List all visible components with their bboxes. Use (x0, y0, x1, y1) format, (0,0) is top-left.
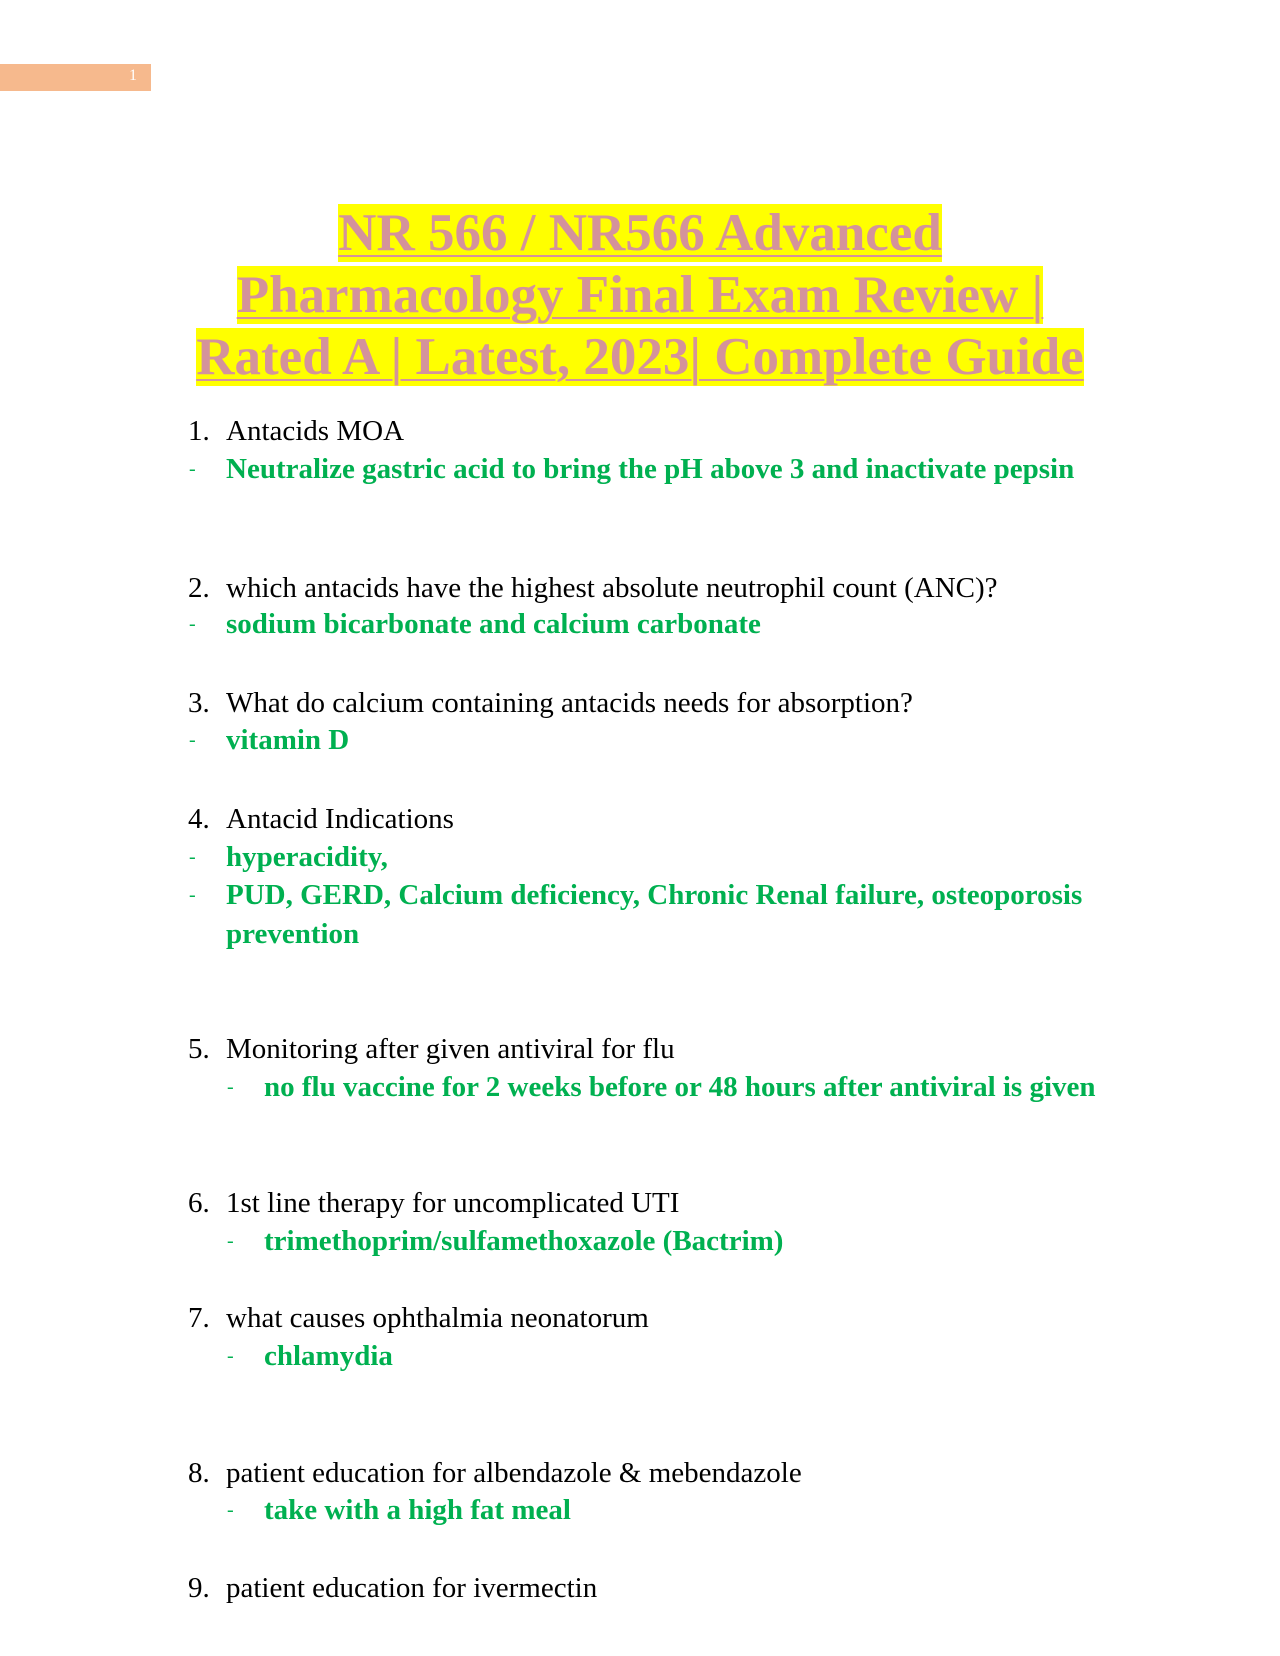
answer-text: Neutralize gastric acid to bring the pH above 3 and inactivate pepsin (226, 453, 1075, 485)
page-number-tab (0, 64, 151, 91)
question-7 (188, 1301, 649, 1335)
dash-bullet: - (189, 729, 196, 751)
dash-bullet: - (189, 884, 196, 906)
dash-bullet: - (227, 1230, 234, 1252)
answer-7-1 (227, 1337, 1144, 1376)
question-6 (188, 1186, 679, 1220)
question-text: what causes ophthalmia neonatorum (226, 1302, 649, 1334)
answer-text: vitamin D (226, 724, 350, 756)
question-2 (188, 571, 998, 605)
question-text: Monitoring after given antiviral for flu (226, 1033, 675, 1065)
question-text: Antacid Indications (226, 803, 454, 835)
dash-bullet: - (227, 1499, 234, 1521)
dash-bullet: - (189, 458, 196, 480)
title-line-1: NR 566 / NR566 Advanced (338, 204, 942, 262)
question-number: 8. (188, 1457, 210, 1489)
answer-text: no flu vaccine for 2 weeks before or 48 hours after antiviral is given (264, 1071, 1096, 1103)
dash-bullet: - (227, 1345, 234, 1367)
answer-4-1 (189, 838, 1126, 877)
question-text: 1st line therapy for uncomplicated UTI (226, 1187, 680, 1219)
question-text: Antacids MOA (226, 415, 405, 447)
answer-text: chlamydia (264, 1340, 393, 1372)
answer-text: hyperacidity, (226, 841, 388, 873)
title-line-2: Pharmacology Final Exam Review | (236, 266, 1044, 324)
answer-3-1 (189, 721, 1126, 760)
answer-5-1 (227, 1068, 1144, 1107)
answer-text: trimethoprim/sulfamethoxazole (Bactrim) (264, 1225, 784, 1257)
answer-8-1 (227, 1491, 1144, 1530)
question-text: which antacids have the highest absolute neutrophil count (ANC)? (226, 572, 998, 604)
question-number: 7. (188, 1302, 210, 1334)
question-number: 6. (188, 1187, 210, 1219)
question-1 (188, 414, 404, 448)
dash-bullet: - (189, 846, 196, 868)
question-text: What do calcium containing antacids needs for absorption? (226, 687, 913, 719)
question-3 (188, 686, 913, 720)
answer-text: PUD, GERD, Calcium deficiency, Chronic Renal failure, osteoporosis prevention (226, 879, 1083, 950)
question-number: 3. (188, 687, 210, 719)
question-5 (188, 1032, 675, 1066)
question-number: 4. (188, 803, 210, 835)
question-number: 5. (188, 1033, 210, 1065)
question-4 (188, 802, 454, 836)
dash-bullet: - (189, 613, 196, 635)
answer-text: take with a high fat meal (264, 1494, 571, 1526)
document-title (150, 202, 1130, 388)
answer-1-1 (189, 450, 1126, 489)
question-9 (188, 1571, 597, 1605)
answer-6-1 (227, 1222, 1144, 1261)
answer-text: sodium bicarbonate and calcium carbonate (226, 608, 761, 640)
question-number: 9. (188, 1572, 210, 1604)
page-number: 1 (129, 67, 137, 84)
question-text: patient education for ivermectin (226, 1572, 598, 1604)
question-number: 2. (188, 572, 210, 604)
answer-4-2 (189, 876, 1086, 954)
title-line-3: Rated A | Latest, 2023| Complete Guide (196, 328, 1084, 386)
answer-2-1 (189, 605, 1126, 644)
question-8 (188, 1456, 802, 1490)
question-number: 1. (188, 415, 210, 447)
dash-bullet: - (227, 1076, 234, 1098)
question-text: patient education for albendazole & mebendazole (226, 1457, 802, 1489)
